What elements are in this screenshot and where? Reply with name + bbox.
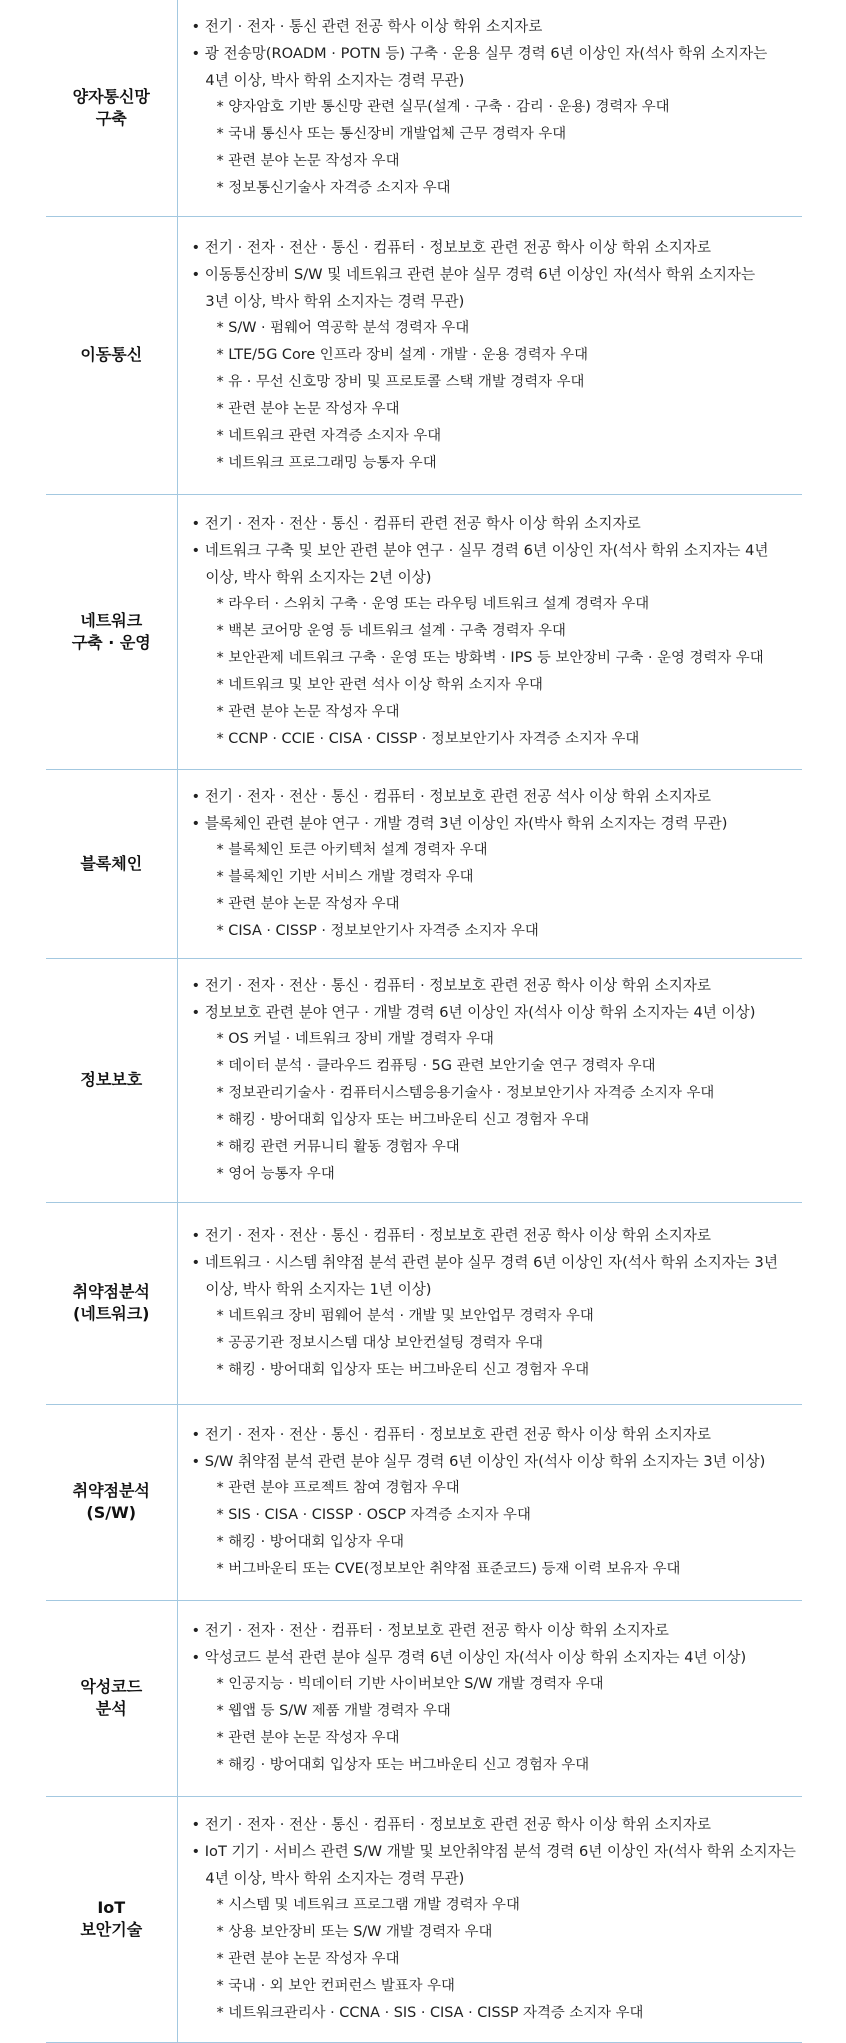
table-row — [46, 0, 802, 216]
preference-item: * 네트워크 관련 자격증 소지자 우대 — [216, 427, 442, 444]
field-name-line: 이동통신 — [80, 345, 143, 364]
field-name-line: 구축 · 운영 — [71, 632, 151, 652]
requirements-cell — [177, 216, 802, 494]
requirement-item: • 정보보호 관련 분야 연구 · 개발 경력 6년 이상인 자(석사 이상 학위 소지자는 4년 이상) — [191, 1004, 756, 1021]
preference-item: * 라우터 · 스위치 구축 · 운영 또는 라우팅 네트워크 설계 경력자 우대 — [216, 596, 650, 612]
preference-item: * 해킹 · 방어대회 입상자 또는 버그바운티 신고 경험자 우대 — [216, 1757, 590, 1773]
table-row — [46, 1202, 802, 1404]
requirement-item: • 전기 · 전자 · 전산 · 통신 · 컴퓨터 · 정보보호 관련 전공 학사 이상 학위 소지자로 — [191, 977, 711, 994]
requirement-item: • 전기 · 전자 · 통신 관련 전공 학사 이상 학위 소지자로 — [191, 18, 543, 36]
field-name-line: 구축 — [95, 108, 127, 128]
preference-item: * 네트워크 장비 펌웨어 분석 · 개발 및 보안업무 경력자 우대 — [216, 1308, 594, 1324]
field-name-line: 보안기술 — [80, 1920, 143, 1939]
preference-item: * 시스템 및 네트워크 프로그램 개발 경력자 우대 — [216, 1897, 520, 1913]
field-name-line: (네트워크) — [73, 1304, 150, 1323]
preference-item: * 관련 분야 논문 작성자 우대 — [216, 895, 400, 912]
requirement-item: 4년 이상, 박사 학위 소지자는 경력 무관) — [191, 1870, 465, 1887]
preference-item: * 관련 분야 논문 작성자 우대 — [216, 704, 400, 720]
preference-item: * S/W · 펌웨어 역공학 분석 경력자 우대 — [216, 319, 470, 336]
requirements-cell — [177, 494, 802, 769]
field-name-line: IoT — [97, 1898, 126, 1917]
requirement-item: • 악성코드 분석 관련 분야 실무 경력 6년 이상인 자(석사 이상 학위 소지자는 4년 이상) — [191, 1649, 747, 1666]
preference-item: * 공공기관 정보시스템 대상 보안컨설팅 경력자 우대 — [216, 1335, 544, 1351]
requirement-item: • 블록체인 관련 분야 연구 · 개발 경력 3년 이상인 자(박사 학위 소지자는 경력 무관) — [191, 814, 728, 832]
preference-item: * 유 · 무선 신호망 장비 및 프로토콜 스택 개발 경력자 우대 — [216, 373, 585, 390]
field-name-line: 악성코드 — [80, 1677, 143, 1696]
requirement-item: 3년 이상, 박사 학위 소지자는 경력 무관) — [191, 292, 465, 310]
field-name-line: 분석 — [95, 1699, 127, 1718]
preference-item: * SIS · CISA · CISSP · OSCP 자격증 소지자 우대 — [216, 1507, 531, 1523]
preference-item: * 네트워크관리사 · CCNA · SIS · CISA · CISSP 자격증 소지자 우대 — [216, 2005, 644, 2021]
requirements-cell — [177, 1796, 802, 2042]
field-name-line: 취약점분석 — [72, 1282, 150, 1301]
requirements-cell — [177, 0, 802, 216]
requirement-item: • S/W 취약점 분석 관련 분야 실무 경력 6년 이상인 자(석사 이상 학위 소지자는 3년 이상) — [191, 1453, 766, 1470]
requirement-item: • 전기 · 전자 · 전산 · 통신 · 컴퓨터 · 정보보호 관련 전공 석사 이상 학위 소지자로 — [191, 787, 711, 805]
preference-item: * 관련 분야 논문 작성자 우대 — [216, 400, 400, 417]
preference-item: * 해킹 · 방어대회 입상자 우대 — [216, 1534, 405, 1550]
field-name-cell — [46, 0, 177, 216]
requirements-cell — [177, 1202, 802, 1404]
preference-item: * 보안관제 네트워크 구축 · 운영 또는 방화벽 · IPS 등 보안장비 구축 · 운영 경력자 우대 — [216, 650, 764, 666]
requirements-cell — [177, 769, 802, 958]
field-name-cell — [46, 958, 177, 1202]
preference-item: * 관련 분야 논문 작성자 우대 — [216, 153, 400, 170]
preference-item: * 정보통신기술사 자격증 소지자 우대 — [216, 180, 451, 197]
preference-item: * 데이터 분석 · 클라우드 컴퓨팅 · 5G 관련 보안기술 연구 경력자 우대 — [216, 1058, 656, 1074]
qualification-table-body — [46, 0, 802, 2042]
table-row — [46, 216, 802, 494]
preference-item: * 국내 통신사 또는 통신장비 개발업체 근무 경력자 우대 — [216, 126, 567, 143]
preference-item: * 관련 분야 논문 작성자 우대 — [216, 1951, 400, 1967]
preference-item: * 백본 코어망 운영 등 네트워크 설계 · 구축 경력자 우대 — [216, 623, 566, 639]
preference-item: * 인공지능 · 빅데이터 기반 사이버보안 S/W 개발 경력자 우대 — [216, 1676, 604, 1692]
field-name-line: 양자통신망 — [72, 86, 150, 106]
requirement-item: • 전기 · 전자 · 전산 · 통신 · 컴퓨터 관련 전공 학사 이상 학위 소지자로 — [191, 515, 641, 532]
preference-item: * 관련 분야 논문 작성자 우대 — [216, 1730, 400, 1746]
field-name-cell — [46, 1404, 177, 1600]
preference-item: * 정보관리기술사 · 컴퓨터시스템응용기술사 · 정보보안기사 자격증 소지자 우대 — [216, 1085, 715, 1101]
field-name-line: (S/W) — [86, 1503, 137, 1522]
requirement-item: • 네트워크 · 시스템 취약점 분석 관련 분야 실무 경력 6년 이상인 자(석사 학위 소지자는 3년 — [191, 1254, 778, 1271]
preference-item: * 블록체인 토큰 아키텍처 설계 경력자 우대 — [216, 841, 488, 858]
field-name-line: 정보보호 — [80, 1070, 143, 1089]
requirement-item: 이상, 박사 학위 소지자는 1년 이상) — [191, 1281, 432, 1298]
preference-item: * 해킹 관련 커뮤니티 활동 경험자 우대 — [216, 1139, 460, 1155]
preference-item: * 해킹 · 방어대회 입상자 또는 버그바운티 신고 경험자 우대 — [216, 1112, 590, 1128]
preference-item: * 영어 능통자 우대 — [216, 1166, 335, 1182]
requirement-item: • 전기 · 전자 · 전산 · 통신 · 컴퓨터 · 정보보호 관련 전공 학사 이상 학위 소지자로 — [191, 1227, 711, 1244]
requirements-cell — [177, 1600, 802, 1796]
preference-item: * 블록체인 기반 서비스 개발 경력자 우대 — [216, 868, 474, 885]
preference-item: * 네트워크 및 보안 관련 석사 이상 학위 소지자 우대 — [216, 677, 543, 693]
requirement-item: 이상, 박사 학위 소지자는 2년 이상) — [191, 569, 432, 586]
field-name-cell — [46, 1600, 177, 1796]
table-row — [46, 494, 802, 769]
requirement-item: • 전기 · 전자 · 전산 · 통신 · 컴퓨터 · 정보보호 관련 전공 학사 이상 학위 소지자로 — [191, 1816, 711, 1833]
requirement-item: • 네트워크 구축 및 보안 관련 분야 연구 · 실무 경력 6년 이상인 자(석사 학위 소지자는 4년 — [191, 542, 769, 559]
requirement-item: • 전기 · 전자 · 전산 · 통신 · 컴퓨터 · 정보보호 관련 전공 학사 이상 학위 소지자로 — [191, 238, 711, 256]
qualification-table — [46, 0, 802, 2043]
requirements-cell — [177, 1404, 802, 1600]
preference-item: * 네트워크 프로그래밍 능통자 우대 — [216, 454, 437, 471]
field-name-cell — [46, 769, 177, 958]
requirement-item: • 전기 · 전자 · 전산 · 컴퓨터 · 정보보호 관련 전공 학사 이상 학위 소지자로 — [191, 1622, 669, 1639]
preference-item: * CISA · CISSP · 정보보안기사 자격증 소지자 우대 — [216, 922, 539, 939]
preference-item: * 버그바운티 또는 CVE(정보보안 취약점 표준코드) 등재 이력 보유자 우대 — [216, 1561, 681, 1577]
field-name-cell — [46, 494, 177, 769]
field-name-cell — [46, 1202, 177, 1404]
preference-item: * LTE/5G Core 인프라 장비 설계 · 개발 · 운용 경력자 우대 — [216, 346, 588, 363]
field-name-line: 취약점분석 — [72, 1481, 150, 1500]
preference-item: * 관련 분야 프로젝트 참여 경험자 우대 — [216, 1480, 460, 1496]
requirement-item: 4년 이상, 박사 학위 소지자는 경력 무관) — [191, 72, 465, 90]
preference-item: * 양자암호 기반 통신망 관련 실무(설계 · 구축 · 감리 · 운용) 경력자 우대 — [216, 99, 670, 116]
preference-item: * 웹앱 등 S/W 제품 개발 경력자 우대 — [216, 1703, 451, 1719]
field-name-cell — [46, 216, 177, 494]
field-name-cell — [46, 1796, 177, 2042]
preference-item: * 해킹 · 방어대회 입상자 또는 버그바운티 신고 경험자 우대 — [216, 1362, 590, 1378]
field-name-line: 네트워크 — [80, 610, 143, 630]
field-name-line: 블록체인 — [80, 853, 143, 873]
preference-item: * 상용 보안장비 또는 S/W 개발 경력자 우대 — [216, 1924, 493, 1940]
preference-item: * OS 커널 · 네트워크 장비 개발 경력자 우대 — [216, 1031, 494, 1047]
table-row — [46, 1796, 802, 2042]
requirement-item: • 전기 · 전자 · 전산 · 통신 · 컴퓨터 · 정보보호 관련 전공 학사 이상 학위 소지자로 — [191, 1426, 711, 1443]
requirement-item: • 광 전송망(ROADM · POTN 등) 구축 · 운용 실무 경력 6년 이상인 자(석사 학위 소지자는 — [191, 45, 768, 63]
requirements-cell — [177, 958, 802, 1202]
table-row — [46, 958, 802, 1202]
requirement-item: • 이동통신장비 S/W 및 네트워크 관련 분야 실무 경력 6년 이상인 자(석사 학위 소지자는 — [191, 265, 756, 283]
requirement-item: • IoT 기기 · 서비스 관련 S/W 개발 및 보안취약점 분석 경력 6년 이상인 자(석사 학위 소지자는 — [191, 1843, 796, 1860]
preference-item: * 국내 · 외 보안 컨퍼런스 발표자 우대 — [216, 1978, 455, 1994]
table-row — [46, 1600, 802, 1796]
preference-item: * CCNP · CCIE · CISA · CISSP · 정보보안기사 자격증 소지자 우대 — [216, 731, 640, 747]
table-row — [46, 1404, 802, 1600]
table-row — [46, 769, 802, 958]
